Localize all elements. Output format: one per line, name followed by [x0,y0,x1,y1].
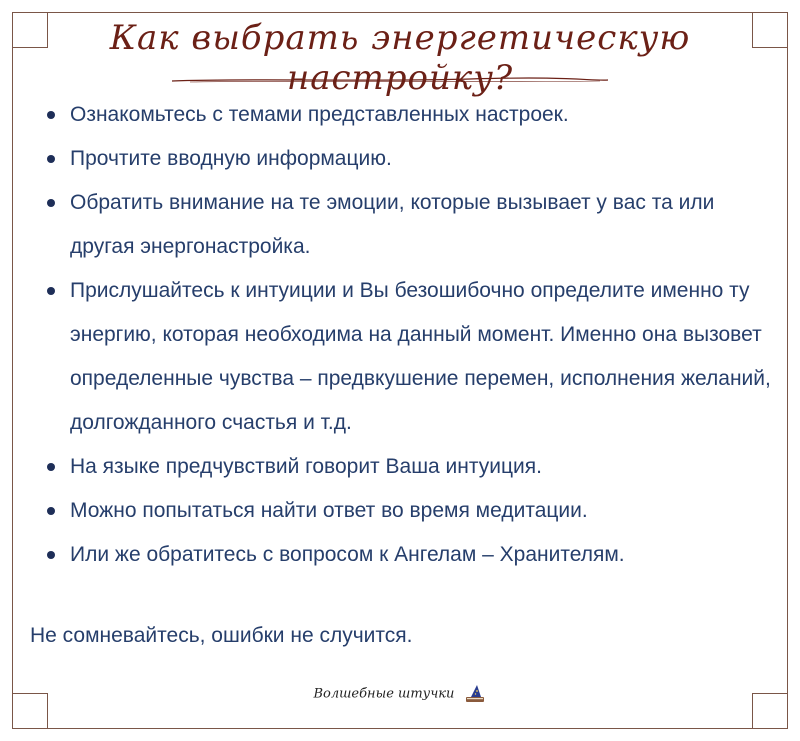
bullet-icon [47,199,55,207]
bullet-icon [47,287,55,295]
bullet-icon [47,111,55,119]
list-item: Или же обратитесь с вопросом к Ангелам – Хранителям. [40,533,780,577]
list-item: На языке предчувствий говорит Ваша интуиция. [40,445,780,489]
closing-note: Не сомневайтесь, ошибки не случится. [30,624,413,647]
list-item: Прочтите вводную информацию. [40,137,780,181]
bullet-icon [47,507,55,515]
bullet-icon [47,155,55,163]
list-item: Можно попытаться найти ответ во время медитации. [40,489,780,533]
brand-signature [0,684,800,704]
title-underline [170,75,610,85]
wizard-hat-book-icon [463,684,487,704]
bullet-icon [47,463,55,471]
list-item: Ознакомьтесь с темами представленных настроек. [40,93,780,137]
tips-list [40,93,780,577]
list-item: Обратить внимание на те эмоции, которые вызывает у вас та или другая энергонастройка. [40,181,780,269]
brand-text: Волшебные штучки [313,686,455,702]
list-item: Прислушайтесь к интуиции и Вы безошибочно определите именно ту энергию, которая необходима на данный момент. Именно она вызовет определенные чувства – предвкушение перемен, исполнения желаний, долгожданного счастья и т.д. [40,269,780,445]
bullet-icon [47,551,55,559]
page-title: Как выбрать энергетическую настройку? [109,18,691,98]
